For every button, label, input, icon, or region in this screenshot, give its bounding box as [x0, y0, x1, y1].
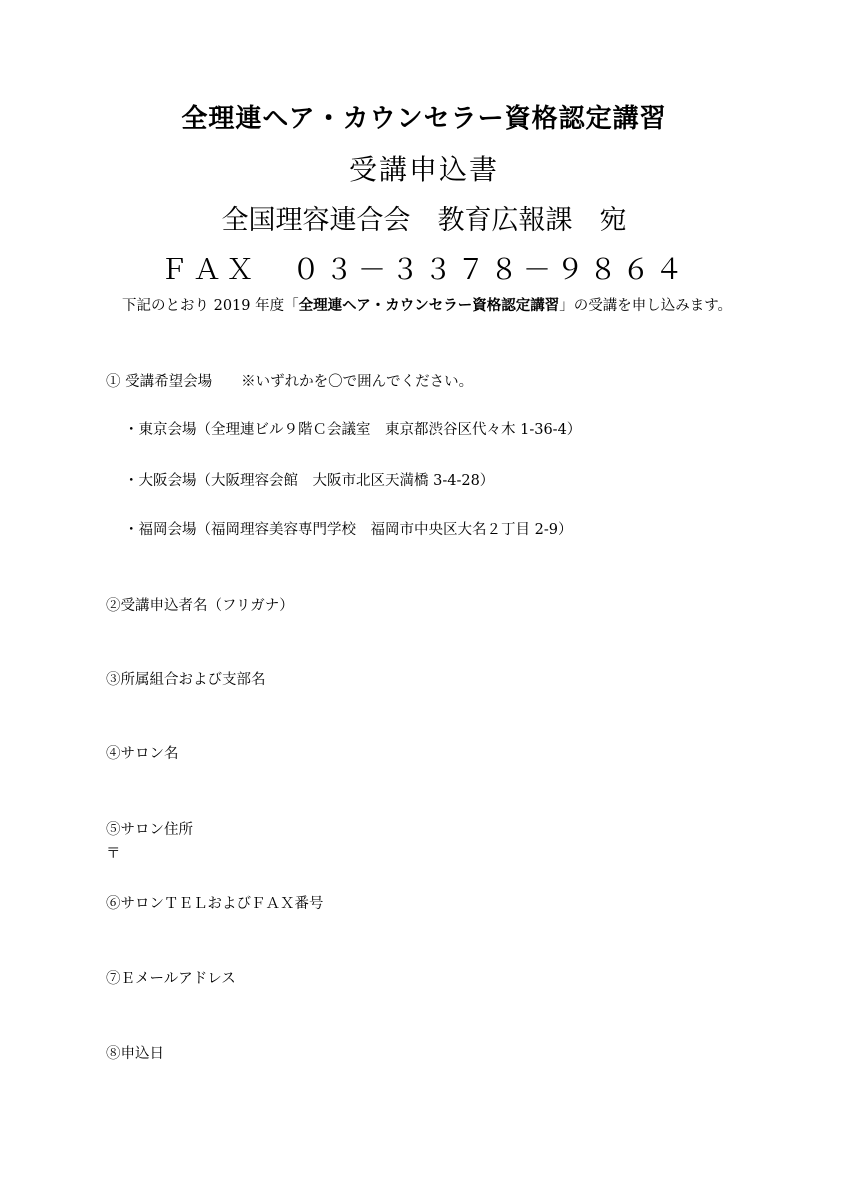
form-subtitle: 受講申込書 [348, 153, 499, 186]
intro-text-before: 下記のとおり 2019 年度「 [122, 298, 299, 314]
intro-paragraph [106, 294, 746, 318]
postal-mark: 〒 [106, 846, 121, 862]
field-email: ⑦Ｅメールアドレス [106, 971, 236, 987]
field-union-branch: ③所属組合および支部名 [106, 672, 266, 688]
venue-osaka: ・大阪会場（大阪理容会館 大阪市北区天満橋 3-4-28） [124, 473, 495, 489]
form-title: 全理連ヘア・カウンセラー資格認定講習 [181, 104, 667, 134]
intro-text-after: 」の受講を申し込みます。 [559, 298, 733, 314]
field-application-date: ⑧申込日 [106, 1046, 164, 1062]
fax-number: ＦＡＸ ０３－３３７８－９８６４ [159, 253, 688, 286]
field-salon-name: ④サロン名 [106, 746, 179, 762]
field-salon-address: ⑤サロン住所 [106, 822, 193, 838]
venue-fukuoka: ・福岡会場（福岡理容美容専門学校 福岡市中央区大名２丁目 2-9） [124, 522, 573, 538]
venue-section-label: ① 受講希望会場 ※いずれかを〇で囲んでください。 [106, 374, 474, 390]
venue-tokyo: ・東京会場（全理連ビル９階Ｃ会議室 東京都渋谷区代々木 1-36-4） [124, 422, 582, 438]
field-applicant-name: ②受講申込者名（フリガナ） [106, 598, 294, 614]
recipient-line: 全国理容連合会 教育広報課 宛 [221, 205, 627, 236]
field-tel-fax: ⑥サロンＴＥＬおよびＦＡＸ番号 [106, 896, 324, 912]
intro-course-name: 全理連ヘア・カウンセラー資格認定講習 [298, 297, 560, 314]
